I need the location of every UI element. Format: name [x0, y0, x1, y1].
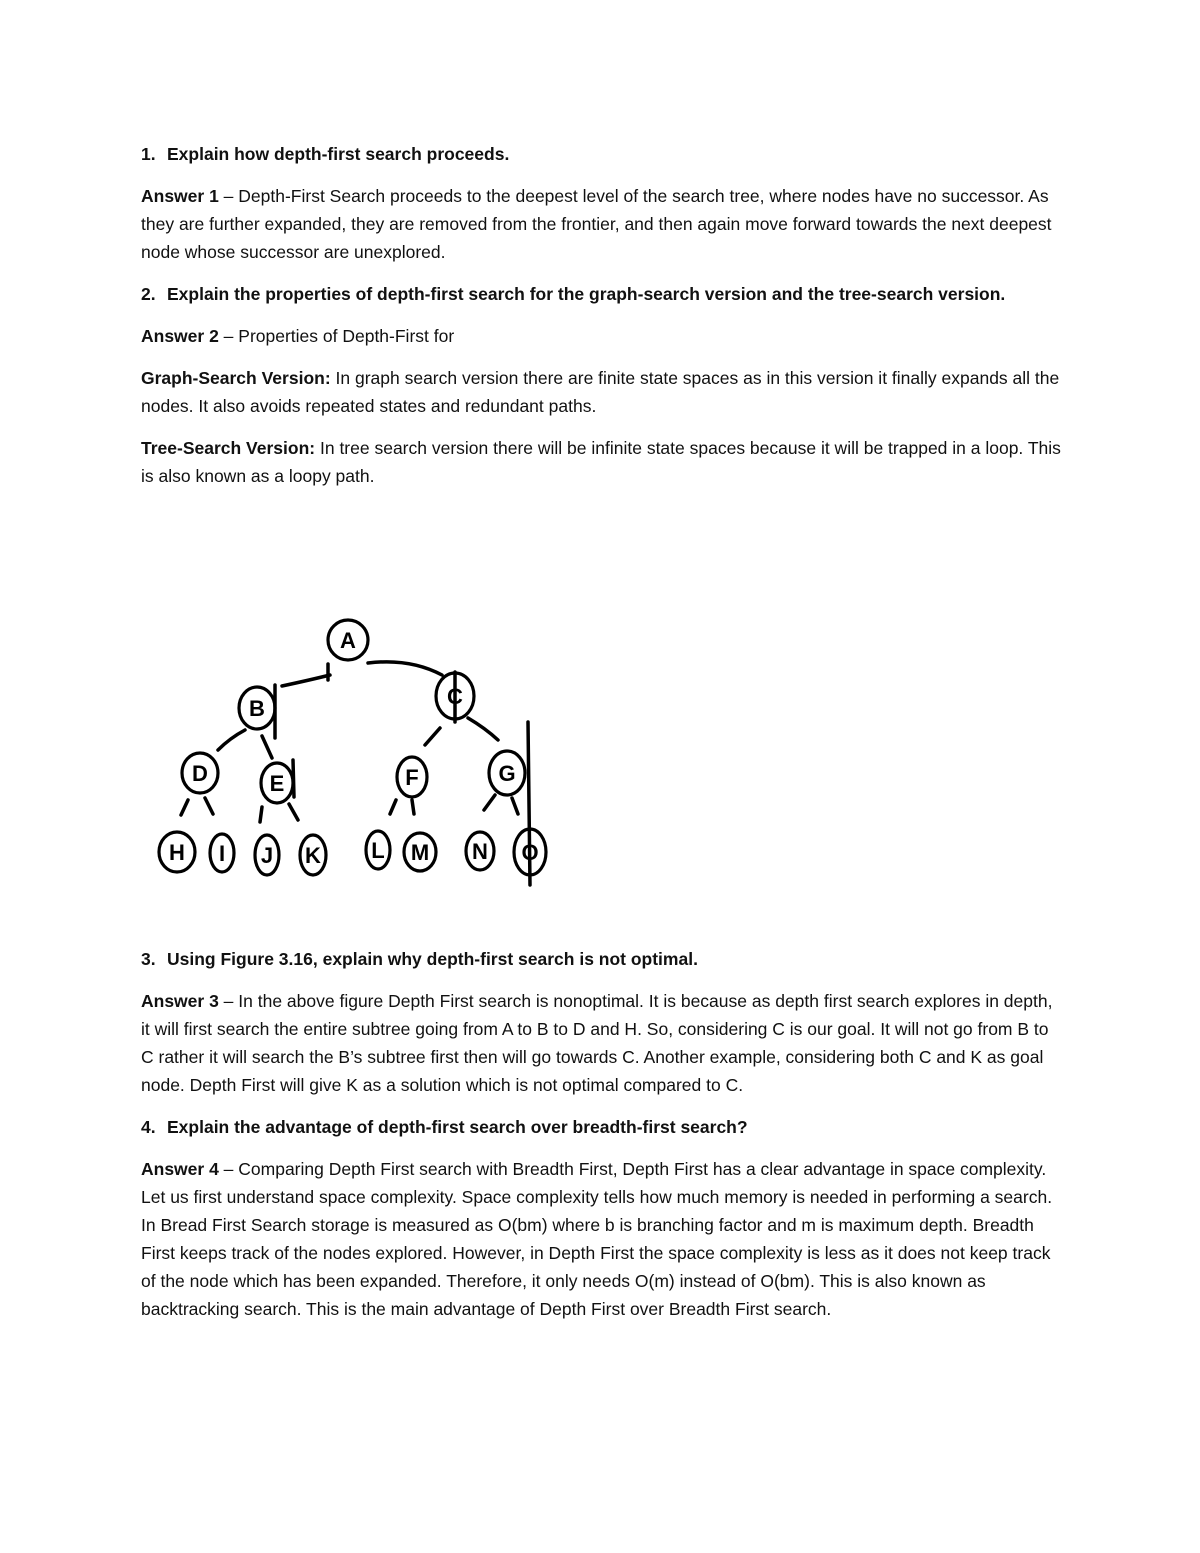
handdrawn-tree-figure: [150, 600, 560, 890]
edge-d-i: [205, 798, 213, 814]
node-label-k: K: [305, 843, 321, 868]
node-label-b: B: [249, 696, 265, 721]
graph-search-label: Graph-Search Version:: [141, 368, 331, 388]
answer-2: [141, 322, 1061, 350]
node-label-n: N: [472, 839, 488, 864]
edge-c-g: [468, 718, 498, 740]
answer-4-label: Answer 4: [141, 1159, 219, 1179]
tree-search-text: In tree search version there will be infinite state spaces because it will be trapped in a loop. This is also known as a loopy path.: [141, 438, 1061, 486]
edge-d-h: [181, 800, 188, 815]
edge-g-o: [512, 798, 518, 814]
node-label-j: J: [260, 843, 274, 868]
edge-a-c: [368, 662, 442, 675]
node-label-m: M: [410, 840, 430, 865]
question-1: [141, 140, 1061, 168]
tree-search-paragraph: [141, 434, 1061, 490]
question-2-number: 2.: [141, 284, 156, 304]
question-4: [141, 1113, 1061, 1141]
answer-2-text: – Properties of Depth-First for: [218, 326, 455, 346]
graph-search-paragraph: [141, 364, 1061, 420]
question-1-number: 1.: [141, 144, 156, 164]
node-label-o: O: [521, 840, 539, 865]
node-label-l: L: [371, 838, 385, 863]
question-1-text: Explain how depth-first search proceeds.: [167, 144, 510, 164]
question-3-text: Using Figure 3.16, explain why depth-first search is not optimal.: [167, 949, 698, 969]
edge-f-l: [390, 800, 396, 814]
answer-4-text: – Comparing Depth First search with Breadth First, Depth First has a clear advantage in space complexity. Let us first understand space complexity. Space complexity tells how much memory is needed in performing a search. In Bread First Search storage is measured as O(bm) where b is branching factor and m is maximum depth. Breadth First keeps track of the nodes explored. However, in Depth First the space complexity is less as it does not keep track of the node which has been expanded. Therefore, it only needs O(m) instead of O(bm). This is also known as backtracking search. This is the main advantage of Depth First over Breadth First search.: [141, 1159, 1053, 1319]
edge-g-n: [484, 795, 495, 810]
question-4-number: 4.: [141, 1117, 156, 1137]
answer-3-label: Answer 3: [141, 991, 219, 1011]
node-label-g: G: [498, 761, 516, 786]
question-3-number: 3.: [141, 949, 156, 969]
graph-search-text: In graph search version there are finite state spaces as in this version it finally expands all the nodes. It also avoids repeated states and redundant paths.: [141, 368, 1060, 416]
edge-b-d: [218, 730, 245, 750]
edge-b-e: [262, 736, 272, 758]
node-label-i: I: [218, 841, 226, 866]
tree-svg: [150, 600, 560, 890]
document-lower: [141, 945, 1061, 1337]
node-label-e: E: [269, 771, 285, 796]
question-2-text: Explain the properties of depth-first search for the graph-search version and the tree-search version.: [167, 284, 1006, 304]
edge-f-m: [412, 800, 414, 814]
edge-a-b: [282, 675, 330, 686]
node-label-d: D: [192, 761, 208, 786]
answer-1: [141, 182, 1061, 266]
answer-2-label: Answer 2: [141, 326, 219, 346]
document-upper: [141, 140, 1061, 504]
node-label-a: A: [340, 628, 356, 653]
answer-3: [141, 987, 1061, 1099]
node-label-c: C: [447, 684, 463, 709]
node-label-f: F: [405, 765, 419, 790]
edge-e-j: [260, 807, 262, 822]
question-4-text: Explain the advantage of depth-first search over breadth-first search?: [167, 1117, 748, 1137]
question-2: [141, 280, 1061, 308]
tree-search-label: Tree-Search Version:: [141, 438, 316, 458]
edge-c-f: [425, 728, 440, 745]
question-3: [141, 945, 1061, 973]
edge-e-k: [289, 804, 298, 820]
answer-1-label: Answer 1: [141, 186, 219, 206]
answer-1-text: – Depth-First Search proceeds to the deepest level of the search tree, where nodes have no successor. As they are further expanded, they are removed from the frontier, and then again move forward towards the next deepest node whose successor are unexplored.: [141, 186, 1052, 262]
node-label-h: H: [169, 840, 185, 865]
answer-4: [141, 1155, 1061, 1323]
answer-3-text: – In the above figure Depth First search is nonoptimal. It is because as depth first search explores in depth, it will first search the entire subtree going from A to B to D and H. So, considering C is our goal. It will not go from B to C rather it will search the B’s subtree first then will go towards C. Another example, considering both C and K as goal node. Depth First will give K as a solution which is not optimal compared to C.: [141, 991, 1053, 1095]
